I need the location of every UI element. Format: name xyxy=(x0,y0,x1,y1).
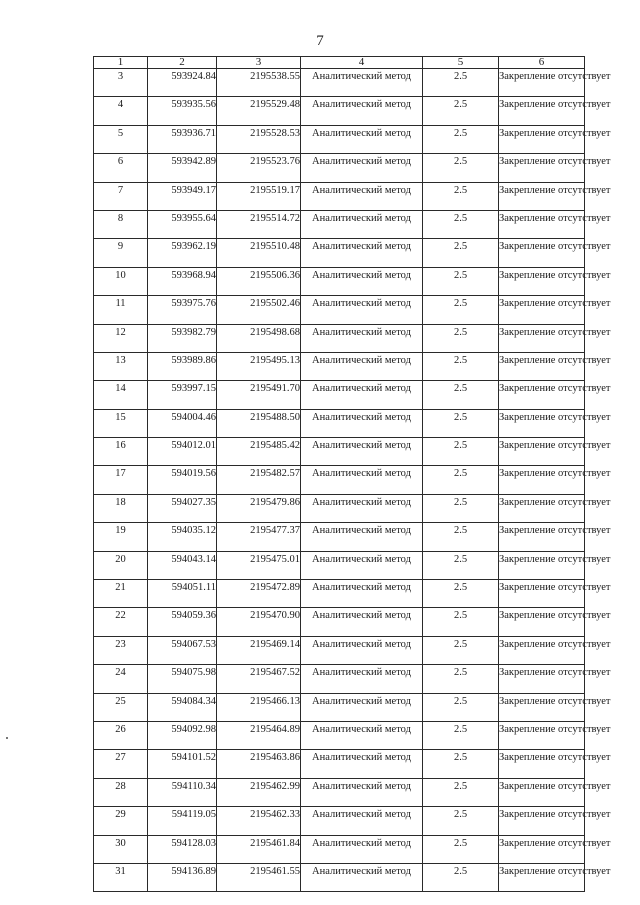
fixing-cell: Закрепление отсутствует xyxy=(499,352,585,380)
table-row xyxy=(94,636,585,664)
table-row xyxy=(94,125,585,153)
x-coordinate-cell: 593982.79 xyxy=(148,324,217,352)
x-coordinate-cell: 593968.94 xyxy=(148,267,217,295)
y-coordinate-cell: 2195470.90 xyxy=(217,608,301,636)
x-coordinate-cell: 594004.46 xyxy=(148,409,217,437)
header-cell-4: 4 xyxy=(301,57,423,69)
fixing-cell: Закрепление отсутствует xyxy=(499,608,585,636)
table-row xyxy=(94,182,585,210)
table-row xyxy=(94,665,585,693)
fixing-cell: Закрепление отсутствует xyxy=(499,835,585,863)
y-coordinate-cell: 2195461.84 xyxy=(217,835,301,863)
y-coordinate-cell: 2195495.13 xyxy=(217,352,301,380)
method-cell: Аналитический метод xyxy=(301,352,423,380)
y-coordinate-cell: 2195529.48 xyxy=(217,97,301,125)
fixing-cell: Закрепление отсутствует xyxy=(499,210,585,238)
x-coordinate-cell: 593955.64 xyxy=(148,210,217,238)
fixing-cell: Закрепление отсутствует xyxy=(499,523,585,551)
table-row xyxy=(94,210,585,238)
fixing-cell: Закрепление отсутствует xyxy=(499,863,585,891)
point-number-cell: 6 xyxy=(94,154,148,182)
precision-cell: 2.5 xyxy=(423,125,499,153)
x-coordinate-cell: 594092.98 xyxy=(148,721,217,749)
method-cell: Аналитический метод xyxy=(301,69,423,97)
x-coordinate-cell: 594084.34 xyxy=(148,693,217,721)
precision-cell: 2.5 xyxy=(423,97,499,125)
precision-cell: 2.5 xyxy=(423,239,499,267)
x-coordinate-cell: 593942.89 xyxy=(148,154,217,182)
method-cell: Аналитический метод xyxy=(301,835,423,863)
x-coordinate-cell: 593949.17 xyxy=(148,182,217,210)
y-coordinate-cell: 2195482.57 xyxy=(217,466,301,494)
x-coordinate-cell: 593935.56 xyxy=(148,97,217,125)
fixing-cell: Закрепление отсутствует xyxy=(499,466,585,494)
method-cell: Аналитический метод xyxy=(301,381,423,409)
point-number-cell: 26 xyxy=(94,721,148,749)
x-coordinate-cell: 594119.05 xyxy=(148,807,217,835)
precision-cell: 2.5 xyxy=(423,750,499,778)
precision-cell: 2.5 xyxy=(423,636,499,664)
y-coordinate-cell: 2195488.50 xyxy=(217,409,301,437)
method-cell: Аналитический метод xyxy=(301,778,423,806)
fixing-cell: Закрепление отсутствует xyxy=(499,721,585,749)
y-coordinate-cell: 2195502.46 xyxy=(217,296,301,324)
y-coordinate-cell: 2195464.89 xyxy=(217,721,301,749)
y-coordinate-cell: 2195463.86 xyxy=(217,750,301,778)
fixing-cell: Закрепление отсутствует xyxy=(499,807,585,835)
y-coordinate-cell: 2195510.48 xyxy=(217,239,301,267)
precision-cell: 2.5 xyxy=(423,324,499,352)
fixing-cell: Закрепление отсутствует xyxy=(499,69,585,97)
x-coordinate-cell: 593962.19 xyxy=(148,239,217,267)
x-coordinate-cell: 593997.15 xyxy=(148,381,217,409)
table-row xyxy=(94,721,585,749)
precision-cell: 2.5 xyxy=(423,210,499,238)
point-number-cell: 10 xyxy=(94,267,148,295)
y-coordinate-cell: 2195498.68 xyxy=(217,324,301,352)
method-cell: Аналитический метод xyxy=(301,523,423,551)
precision-cell: 2.5 xyxy=(423,438,499,466)
point-number-cell: 29 xyxy=(94,807,148,835)
precision-cell: 2.5 xyxy=(423,352,499,380)
method-cell: Аналитический метод xyxy=(301,580,423,608)
precision-cell: 2.5 xyxy=(423,807,499,835)
precision-cell: 2.5 xyxy=(423,523,499,551)
x-coordinate-cell: 593936.71 xyxy=(148,125,217,153)
table-row xyxy=(94,835,585,863)
point-number-cell: 11 xyxy=(94,296,148,324)
table-row xyxy=(94,296,585,324)
point-number-cell: 9 xyxy=(94,239,148,267)
x-coordinate-cell: 594110.34 xyxy=(148,778,217,806)
precision-cell: 2.5 xyxy=(423,551,499,579)
point-number-cell: 12 xyxy=(94,324,148,352)
x-coordinate-cell: 594043.14 xyxy=(148,551,217,579)
x-coordinate-cell: 593924.84 xyxy=(148,69,217,97)
x-coordinate-cell: 594051.11 xyxy=(148,580,217,608)
y-coordinate-cell: 2195462.99 xyxy=(217,778,301,806)
fixing-cell: Закрепление отсутствует xyxy=(499,750,585,778)
table-row xyxy=(94,693,585,721)
precision-cell: 2.5 xyxy=(423,494,499,522)
point-number-cell: 30 xyxy=(94,835,148,863)
table-row xyxy=(94,863,585,891)
precision-cell: 2.5 xyxy=(423,296,499,324)
point-number-cell: 8 xyxy=(94,210,148,238)
method-cell: Аналитический метод xyxy=(301,494,423,522)
point-number-cell: 13 xyxy=(94,352,148,380)
x-coordinate-cell: 594012.01 xyxy=(148,438,217,466)
point-number-cell: 22 xyxy=(94,608,148,636)
method-cell: Аналитический метод xyxy=(301,125,423,153)
point-number-cell: 17 xyxy=(94,466,148,494)
x-coordinate-cell: 594136.89 xyxy=(148,863,217,891)
table-row xyxy=(94,494,585,522)
table-row xyxy=(94,807,585,835)
table-row xyxy=(94,97,585,125)
table-row xyxy=(94,778,585,806)
fixing-cell: Закрепление отсутствует xyxy=(499,381,585,409)
table-row xyxy=(94,608,585,636)
y-coordinate-cell: 2195469.14 xyxy=(217,636,301,664)
point-number-cell: 21 xyxy=(94,580,148,608)
y-coordinate-cell: 2195506.36 xyxy=(217,267,301,295)
scan-mark xyxy=(6,737,8,739)
table-row xyxy=(94,750,585,778)
method-cell: Аналитический метод xyxy=(301,551,423,579)
header-cell-5: 5 xyxy=(423,57,499,69)
point-number-cell: 28 xyxy=(94,778,148,806)
fixing-cell: Закрепление отсутствует xyxy=(499,267,585,295)
header-row xyxy=(94,57,585,69)
point-number-cell: 15 xyxy=(94,409,148,437)
method-cell: Аналитический метод xyxy=(301,750,423,778)
y-coordinate-cell: 2195491.70 xyxy=(217,381,301,409)
precision-cell: 2.5 xyxy=(423,778,499,806)
precision-cell: 2.5 xyxy=(423,608,499,636)
table-row xyxy=(94,154,585,182)
point-number-cell: 14 xyxy=(94,381,148,409)
point-number-cell: 16 xyxy=(94,438,148,466)
method-cell: Аналитический метод xyxy=(301,608,423,636)
fixing-cell: Закрепление отсутствует xyxy=(499,494,585,522)
point-number-cell: 3 xyxy=(94,69,148,97)
precision-cell: 2.5 xyxy=(423,466,499,494)
x-coordinate-cell: 594035.12 xyxy=(148,523,217,551)
fixing-cell: Закрепление отсутствует xyxy=(499,580,585,608)
fixing-cell: Закрепление отсутствует xyxy=(499,324,585,352)
table-row xyxy=(94,580,585,608)
point-number-cell: 4 xyxy=(94,97,148,125)
method-cell: Аналитический метод xyxy=(301,636,423,664)
y-coordinate-cell: 2195538.55 xyxy=(217,69,301,97)
y-coordinate-cell: 2195466.13 xyxy=(217,693,301,721)
point-number-cell: 25 xyxy=(94,693,148,721)
point-number-cell: 27 xyxy=(94,750,148,778)
fixing-cell: Закрепление отсутствует xyxy=(499,296,585,324)
table-body xyxy=(94,69,611,892)
fixing-cell: Закрепление отсутствует xyxy=(499,438,585,466)
header-cell-1: 1 xyxy=(94,57,148,69)
precision-cell: 2.5 xyxy=(423,665,499,693)
method-cell: Аналитический метод xyxy=(301,324,423,352)
fixing-cell: Закрепление отсутствует xyxy=(499,551,585,579)
method-cell: Аналитический метод xyxy=(301,409,423,437)
method-cell: Аналитический метод xyxy=(301,807,423,835)
fixing-cell: Закрепление отсутствует xyxy=(499,778,585,806)
precision-cell: 2.5 xyxy=(423,721,499,749)
y-coordinate-cell: 2195528.53 xyxy=(217,125,301,153)
point-number-cell: 24 xyxy=(94,665,148,693)
fixing-cell: Закрепление отсутствует xyxy=(499,409,585,437)
table-row xyxy=(94,381,585,409)
table-row xyxy=(94,466,585,494)
fixing-cell: Закрепление отсутствует xyxy=(499,693,585,721)
x-coordinate-cell: 593989.86 xyxy=(148,352,217,380)
method-cell: Аналитический метод xyxy=(301,693,423,721)
fixing-cell: Закрепление отсутствует xyxy=(499,665,585,693)
y-coordinate-cell: 2195461.55 xyxy=(217,863,301,891)
table-row xyxy=(94,69,585,97)
precision-cell: 2.5 xyxy=(423,693,499,721)
point-number-cell: 20 xyxy=(94,551,148,579)
y-coordinate-cell: 2195479.86 xyxy=(217,494,301,522)
coordinates-table xyxy=(93,56,611,892)
y-coordinate-cell: 2195462.33 xyxy=(217,807,301,835)
method-cell: Аналитический метод xyxy=(301,154,423,182)
precision-cell: 2.5 xyxy=(423,863,499,891)
fixing-cell: Закрепление отсутствует xyxy=(499,239,585,267)
table-row xyxy=(94,352,585,380)
point-number-cell: 23 xyxy=(94,636,148,664)
fixing-cell: Закрепление отсутствует xyxy=(499,636,585,664)
page-number: 7 xyxy=(316,33,324,49)
method-cell: Аналитический метод xyxy=(301,466,423,494)
precision-cell: 2.5 xyxy=(423,835,499,863)
fixing-cell: Закрепление отсутствует xyxy=(499,97,585,125)
header-cell-3: 3 xyxy=(217,57,301,69)
table-row xyxy=(94,324,585,352)
x-coordinate-cell: 594067.53 xyxy=(148,636,217,664)
y-coordinate-cell: 2195477.37 xyxy=(217,523,301,551)
y-coordinate-cell: 2195475.01 xyxy=(217,551,301,579)
header-cell-6: 6 xyxy=(499,57,585,69)
x-coordinate-cell: 594101.52 xyxy=(148,750,217,778)
precision-cell: 2.5 xyxy=(423,267,499,295)
y-coordinate-cell: 2195467.52 xyxy=(217,665,301,693)
table-row xyxy=(94,267,585,295)
y-coordinate-cell: 2195514.72 xyxy=(217,210,301,238)
precision-cell: 2.5 xyxy=(423,580,499,608)
x-coordinate-cell: 593975.76 xyxy=(148,296,217,324)
method-cell: Аналитический метод xyxy=(301,665,423,693)
precision-cell: 2.5 xyxy=(423,381,499,409)
table-row xyxy=(94,409,585,437)
method-cell: Аналитический метод xyxy=(301,863,423,891)
method-cell: Аналитический метод xyxy=(301,296,423,324)
header-cell-2: 2 xyxy=(148,57,217,69)
y-coordinate-cell: 2195519.17 xyxy=(217,182,301,210)
method-cell: Аналитический метод xyxy=(301,210,423,238)
point-number-cell: 19 xyxy=(94,523,148,551)
method-cell: Аналитический метод xyxy=(301,438,423,466)
x-coordinate-cell: 594075.98 xyxy=(148,665,217,693)
precision-cell: 2.5 xyxy=(423,409,499,437)
y-coordinate-cell: 2195485.42 xyxy=(217,438,301,466)
method-cell: Аналитический метод xyxy=(301,239,423,267)
y-coordinate-cell: 2195523.76 xyxy=(217,154,301,182)
precision-cell: 2.5 xyxy=(423,154,499,182)
table-header xyxy=(94,57,585,69)
table-row xyxy=(94,438,585,466)
point-number-cell: 7 xyxy=(94,182,148,210)
precision-cell: 2.5 xyxy=(423,182,499,210)
x-coordinate-cell: 594128.03 xyxy=(148,835,217,863)
precision-cell: 2.5 xyxy=(423,69,499,97)
fixing-cell: Закрепление отсутствует xyxy=(499,125,585,153)
method-cell: Аналитический метод xyxy=(301,182,423,210)
method-cell: Аналитический метод xyxy=(301,267,423,295)
x-coordinate-cell: 594019.56 xyxy=(148,466,217,494)
table-row xyxy=(94,551,585,579)
method-cell: Аналитический метод xyxy=(301,97,423,125)
table-row xyxy=(94,239,585,267)
y-coordinate-cell: 2195472.89 xyxy=(217,580,301,608)
fixing-cell: Закрепление отсутствует xyxy=(499,154,585,182)
fixing-cell: Закрепление отсутствует xyxy=(499,182,585,210)
point-number-cell: 18 xyxy=(94,494,148,522)
x-coordinate-cell: 594059.36 xyxy=(148,608,217,636)
method-cell: Аналитический метод xyxy=(301,721,423,749)
point-number-cell: 5 xyxy=(94,125,148,153)
x-coordinate-cell: 594027.35 xyxy=(148,494,217,522)
table-row xyxy=(94,523,585,551)
point-number-cell: 31 xyxy=(94,863,148,891)
